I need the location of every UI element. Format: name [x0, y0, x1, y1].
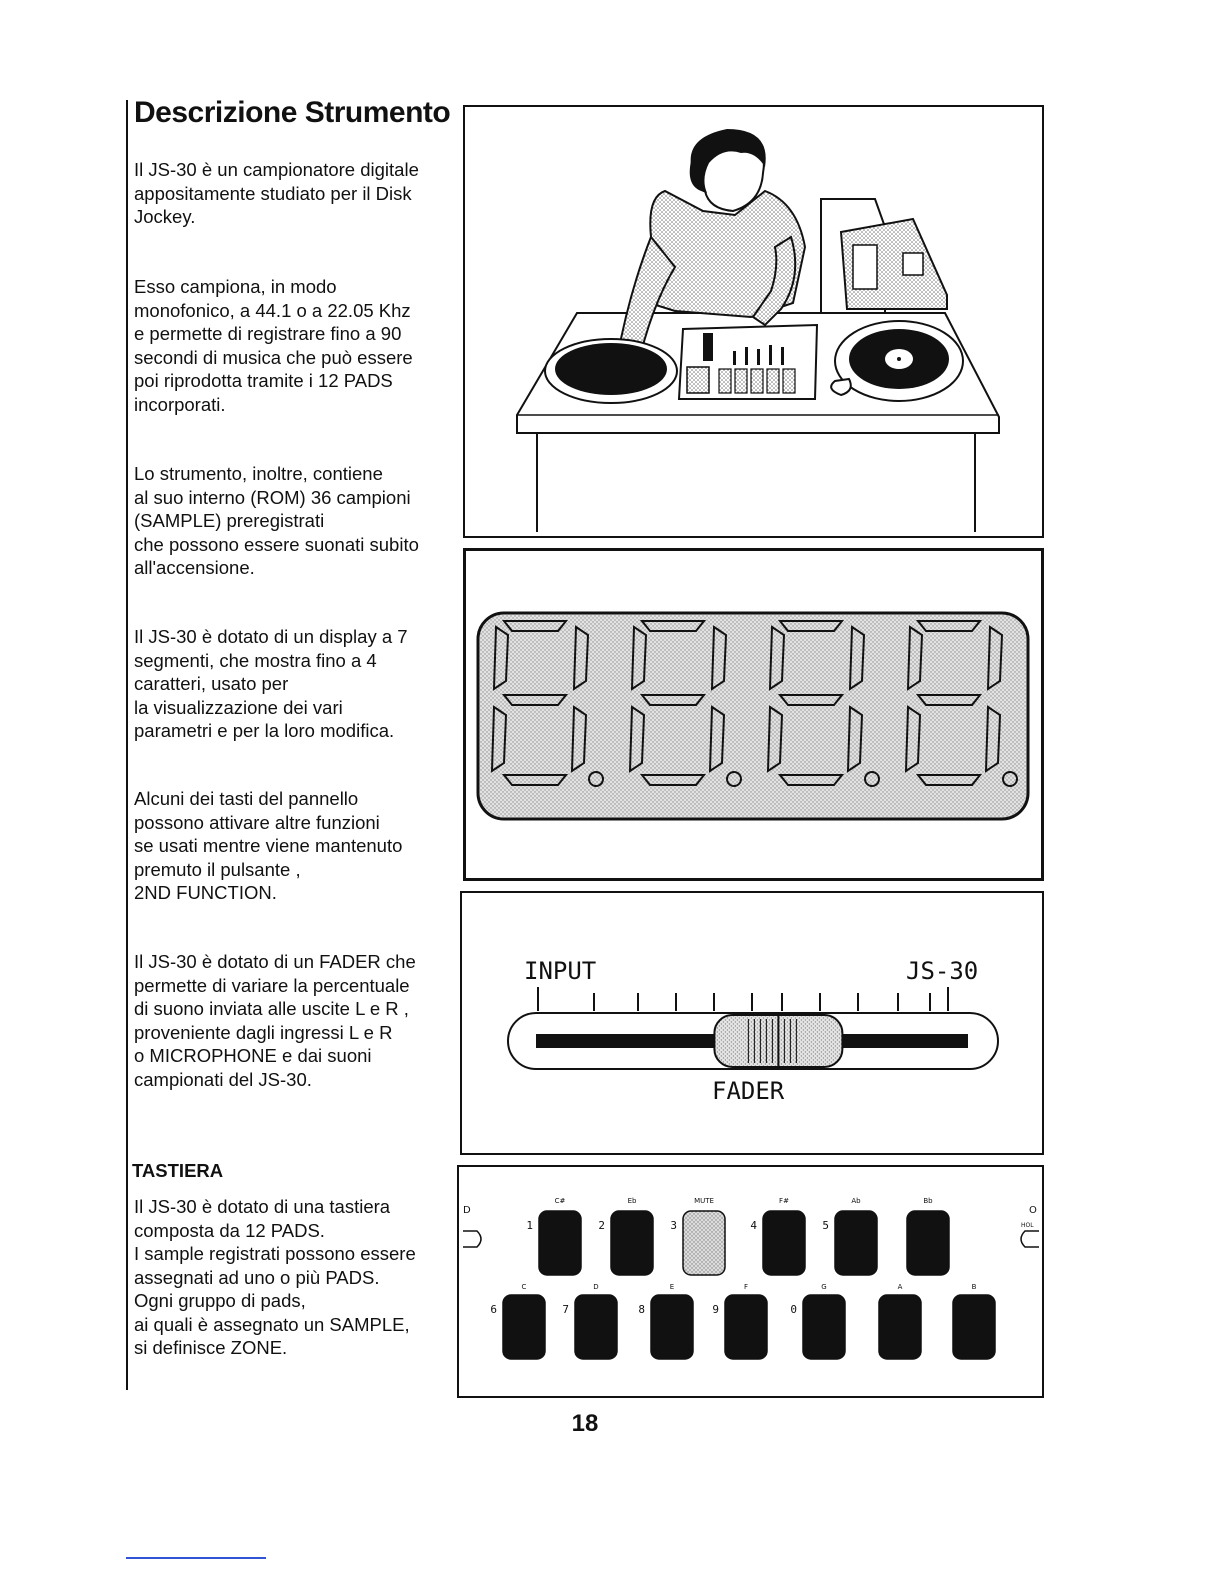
- pad-bottom[interactable]: [879, 1295, 921, 1359]
- page-number: 18: [571, 1410, 599, 1437]
- pad-number-label: 5: [822, 1219, 829, 1232]
- pad-note-label: C#: [554, 1197, 566, 1205]
- pad-number-label: 3: [670, 1219, 677, 1232]
- pad-note-label: E: [669, 1283, 675, 1291]
- text-line: Ogni gruppo di pads,: [134, 1290, 306, 1311]
- text-line: parametri e per la loro modifica.: [134, 720, 395, 741]
- pad-mute[interactable]: [683, 1211, 725, 1275]
- paragraph-2nd-function: [134, 787, 454, 905]
- pads-diagram: [459, 1167, 1042, 1396]
- text-line: Alcuni dei tasti del pannello: [134, 788, 359, 809]
- text-line: caratteri, usato per: [134, 673, 289, 694]
- paragraph-display: [134, 625, 454, 743]
- text-line: (SAMPLE) preregistrati: [134, 510, 325, 531]
- pads-right-bracket-icon: [1021, 1231, 1039, 1247]
- pad-number-label: 9: [712, 1303, 719, 1316]
- pad-top[interactable]: [763, 1211, 805, 1275]
- text-line: permette di variare la percentuale: [134, 974, 410, 996]
- pad-bottom[interactable]: [803, 1295, 845, 1359]
- text-line: Esso campiona, in modo: [134, 276, 337, 297]
- pad-number-label: 4: [750, 1219, 757, 1232]
- pads-panel: [457, 1165, 1044, 1398]
- dj-illustration-panel: [463, 105, 1044, 538]
- text-line: campionati del JS-30.: [134, 1068, 312, 1090]
- text-line: Il JS-30 è dotato di un display a 7: [134, 626, 408, 647]
- pads-right-small-mark: HOL: [1021, 1222, 1034, 1229]
- pad-bottom[interactable]: [725, 1295, 767, 1359]
- pad-number-label: 2: [598, 1219, 605, 1232]
- text-line: che possono essere suonati subito: [134, 533, 419, 555]
- pad-top[interactable]: [539, 1211, 581, 1275]
- paragraph-sampling: [134, 275, 454, 416]
- pad-number-label: 6: [490, 1303, 497, 1316]
- text-line: premuto il pulsante ,: [134, 858, 301, 880]
- paragraph-keyboard: [134, 1195, 454, 1360]
- text-line: monofonico, a 44.1 o a 22.05 Khz: [134, 299, 411, 321]
- pads-right-mark: O: [1029, 1205, 1037, 1216]
- pads-left-bracket-icon: [463, 1231, 481, 1247]
- text-line: di suono inviata alle uscite L e R ,: [134, 998, 409, 1019]
- pad-note-label: Bb: [923, 1197, 933, 1205]
- text-line: Il JS-30 è dotato di un FADER che: [134, 951, 416, 972]
- pad-note-label: MUTE: [694, 1197, 714, 1205]
- text-line: poi riprodotta tramite i 12 PADS: [134, 370, 393, 391]
- paragraph-fader: [134, 950, 454, 1091]
- text-line: ai quali è assegnato un SAMPLE,: [134, 1313, 410, 1335]
- text-line: assegnati ad uno o più PADS.: [134, 1266, 380, 1288]
- footer-rule: [126, 1557, 266, 1559]
- text-line: o MICROPHONE e dai suoni: [134, 1045, 372, 1066]
- dj-illustration: [465, 107, 1042, 536]
- paragraph-intro: [134, 158, 454, 229]
- display-panel: [463, 548, 1044, 881]
- keyboard-heading: TASTIERA: [132, 1160, 224, 1181]
- pad-bottom[interactable]: [503, 1295, 545, 1359]
- text-line: proveniente dagli ingressi L e R: [134, 1021, 393, 1043]
- text-line: si definisce ZONE.: [134, 1337, 288, 1358]
- pad-note-label: G: [821, 1283, 827, 1291]
- pad-number-label: 0: [790, 1303, 797, 1316]
- pad-note-label: A: [897, 1283, 903, 1291]
- pad-note-label: D: [593, 1283, 599, 1291]
- text-line: Il JS-30 è un campionatore digitale: [134, 159, 419, 180]
- pad-note-label: F#: [779, 1197, 789, 1205]
- pad-note-label: Eb: [627, 1197, 637, 1205]
- pad-bottom[interactable]: [575, 1295, 617, 1359]
- text-line: appositamente studiato per il Disk: [134, 182, 412, 204]
- fader-input-label: INPUT: [524, 957, 597, 985]
- pad-number-label: 1: [526, 1219, 533, 1232]
- fader-model-label: JS-30: [906, 957, 979, 985]
- text-line: Lo strumento, inoltre, contiene: [134, 463, 383, 484]
- fader-label: FADER: [712, 1077, 785, 1105]
- text-line: e permette di registrare fino a 90: [134, 323, 402, 344]
- pad-bottom[interactable]: [953, 1295, 995, 1359]
- pad-note-label: Ab: [851, 1197, 861, 1205]
- text-line: se usati mentre viene mantenuto: [134, 835, 403, 856]
- text-line: Jockey.: [134, 206, 196, 227]
- pads-left-mark: D: [463, 1205, 471, 1216]
- pad-top[interactable]: [611, 1211, 653, 1275]
- paragraph-rom: [134, 462, 454, 580]
- text-line: all'accensione.: [134, 557, 255, 578]
- text-line: possono attivare altre funzioni: [134, 811, 380, 833]
- text-line: incorporati.: [134, 393, 226, 415]
- pad-bottom[interactable]: [651, 1295, 693, 1359]
- fader-panel: [460, 891, 1044, 1155]
- text-line: I sample registrati possono essere: [134, 1243, 416, 1264]
- seven-segment-display: [466, 551, 1041, 878]
- page-title: Descrizione Strumento: [134, 96, 451, 129]
- text-line: secondi di musica che può essere: [134, 346, 413, 368]
- pad-number-label: 8: [638, 1303, 645, 1316]
- fader-diagram: [462, 893, 1042, 1153]
- text-line: la visualizzazione dei vari: [134, 696, 343, 718]
- pad-note-label: B: [971, 1283, 977, 1291]
- text-line: al suo interno (ROM) 36 campioni: [134, 486, 411, 508]
- text-line: segmenti, che mostra fino a 4: [134, 649, 377, 671]
- pad-number-label: 7: [562, 1303, 569, 1316]
- pad-top[interactable]: [907, 1211, 949, 1275]
- text-line: Il JS-30 è dotato di una tastiera: [134, 1196, 391, 1217]
- margin-rule: [126, 100, 128, 1390]
- pad-note-label: F: [743, 1283, 749, 1291]
- fader-knob[interactable]: [714, 1015, 842, 1067]
- text-line: composta da 12 PADS.: [134, 1219, 325, 1241]
- pad-note-label: C: [521, 1283, 527, 1291]
- text-line: 2ND FUNCTION.: [134, 882, 277, 903]
- pad-top[interactable]: [835, 1211, 877, 1275]
